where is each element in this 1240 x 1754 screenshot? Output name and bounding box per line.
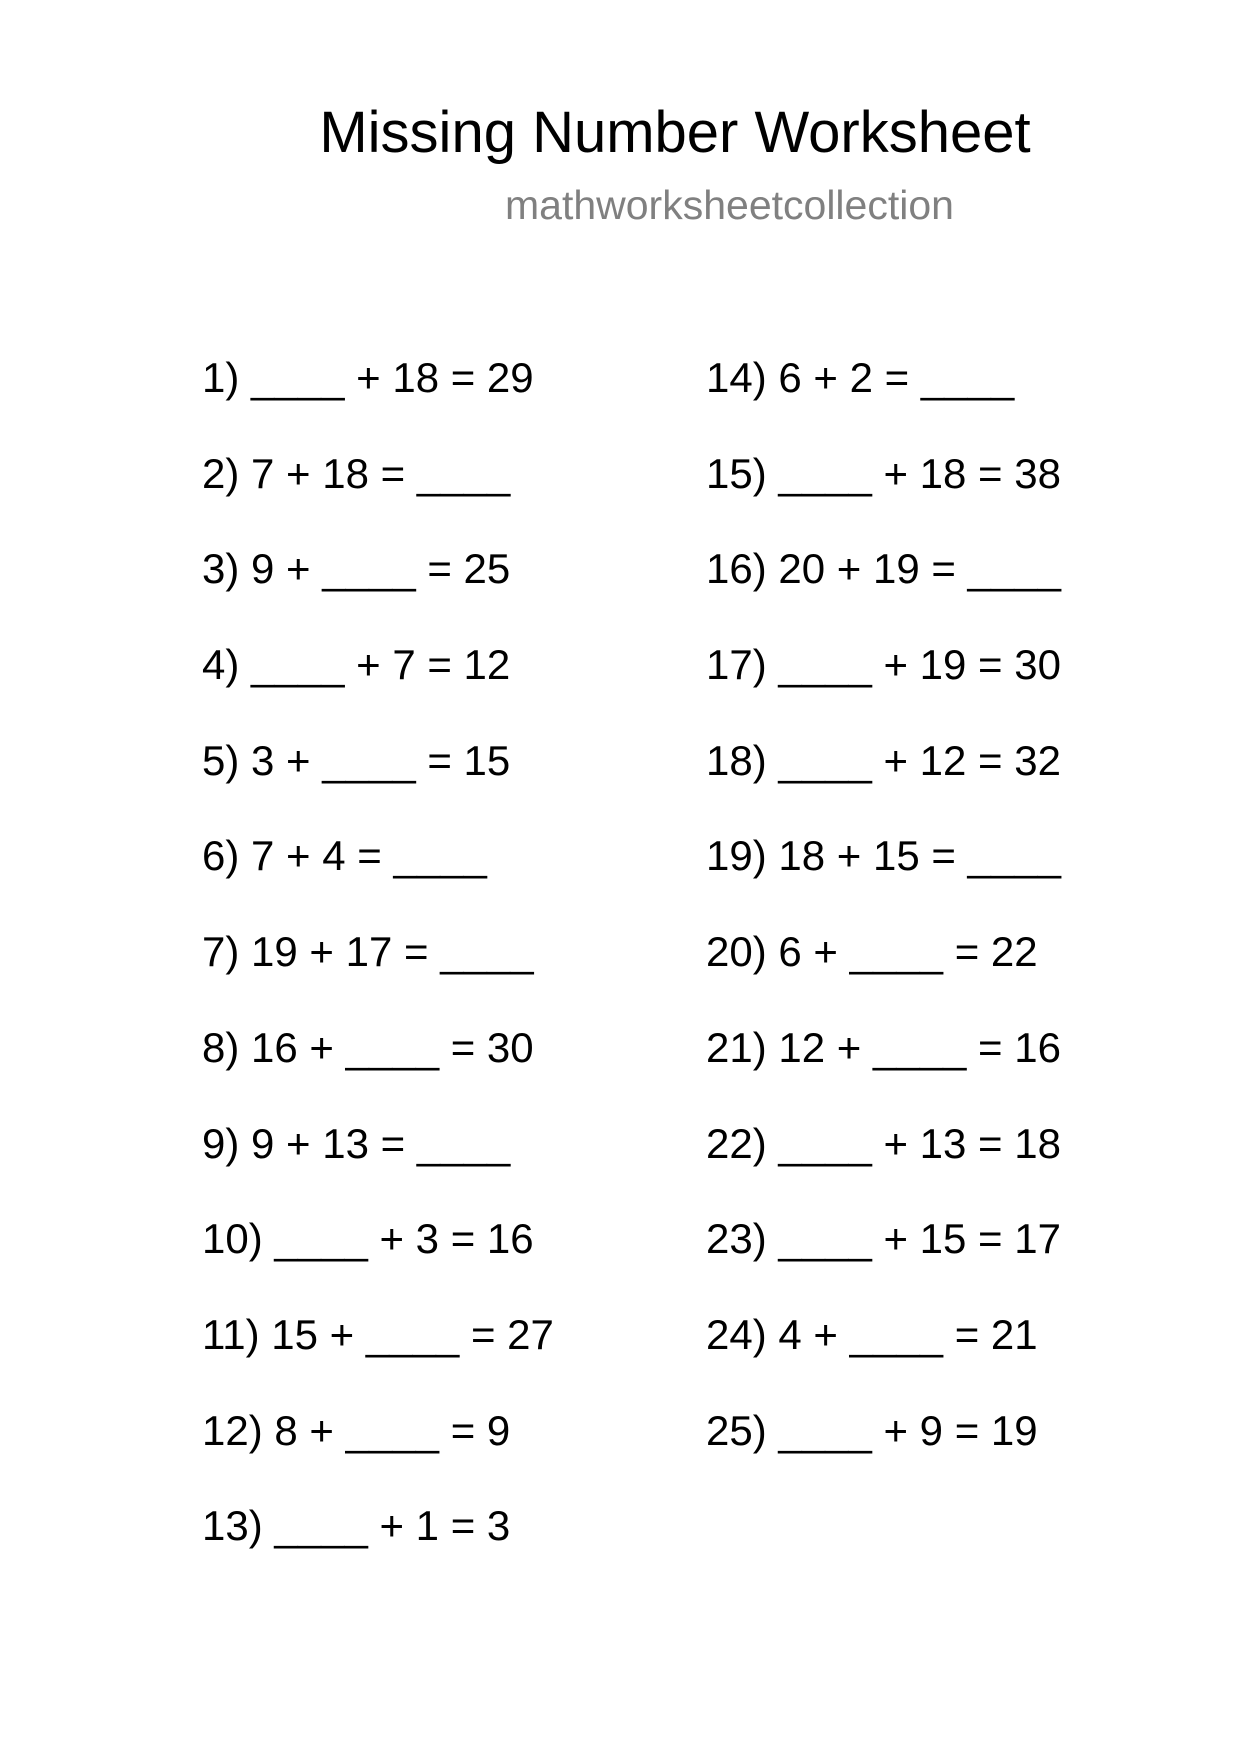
problem-equation[interactable]: ____ + 18 = 38 <box>778 449 1061 497</box>
problem-25 <box>706 1405 1061 1501</box>
problem-equation[interactable]: ____ + 7 = 12 <box>251 641 511 689</box>
problem-number: 6) <box>202 832 240 880</box>
problem-15 <box>706 448 1061 544</box>
problem-5 <box>202 735 554 831</box>
problem-equation[interactable]: ____ + 12 = 32 <box>778 736 1061 784</box>
problem-number: 11) <box>202 1310 260 1358</box>
problem-equation[interactable]: 7 + 18 = ____ <box>251 449 511 497</box>
problem-22 <box>706 1118 1061 1214</box>
problem-number: 2) <box>202 449 240 497</box>
problem-number: 20) <box>706 928 767 976</box>
problem-equation[interactable]: 12 + ____ = 16 <box>778 1023 1061 1071</box>
worksheet-title: Missing Number Worksheet <box>319 100 1031 165</box>
problem-13 <box>202 1500 554 1596</box>
problem-12 <box>202 1405 554 1501</box>
problem-number: 19) <box>706 832 767 880</box>
problem-2 <box>202 448 554 544</box>
problem-number: 8) <box>202 1023 240 1071</box>
problem-number: 24) <box>706 1310 767 1358</box>
problem-8 <box>202 1022 554 1118</box>
problem-equation[interactable]: 6 + 2 = ____ <box>778 354 1015 401</box>
problem-equation[interactable]: 20 + 19 = ____ <box>778 545 1061 593</box>
problem-number: 21) <box>706 1023 767 1071</box>
problem-18 <box>706 735 1061 831</box>
problem-16 <box>706 543 1061 639</box>
problem-equation[interactable]: 16 + ____ = 30 <box>251 1023 534 1071</box>
problem-equation[interactable]: 9 + 13 = ____ <box>251 1119 511 1167</box>
problem-number: 22) <box>706 1119 767 1167</box>
problem-number: 18) <box>706 736 767 784</box>
problem-1 <box>202 352 554 448</box>
problem-equation[interactable]: ____ + 3 = 16 <box>274 1215 534 1263</box>
problem-column-left <box>202 352 554 1596</box>
problem-number: 1) <box>202 354 240 401</box>
problem-number: 15) <box>706 449 767 497</box>
problem-17 <box>706 639 1061 735</box>
problem-equation[interactable]: 7 + 4 = ____ <box>251 832 487 880</box>
problem-number: 10) <box>202 1215 263 1263</box>
problem-equation[interactable]: ____ + 1 = 3 <box>274 1502 511 1550</box>
problem-number: 25) <box>706 1406 767 1454</box>
problem-number: 5) <box>202 736 240 784</box>
problem-number: 17) <box>706 641 767 689</box>
problem-equation[interactable]: ____ + 9 = 19 <box>778 1406 1038 1454</box>
problem-equation[interactable]: ____ + 19 = 30 <box>778 641 1061 689</box>
problem-equation[interactable]: 3 + ____ = 15 <box>251 736 511 784</box>
problem-equation[interactable]: ____ + 15 = 17 <box>778 1215 1061 1263</box>
problem-6 <box>202 830 554 926</box>
problem-20 <box>706 926 1061 1022</box>
worksheet-subtitle: mathworksheetcollection <box>505 182 954 228</box>
problem-14 <box>706 352 1061 448</box>
problem-number: 16) <box>706 545 767 593</box>
problem-11 <box>202 1309 554 1405</box>
problem-equation[interactable]: 9 + ____ = 25 <box>251 545 511 593</box>
problem-number: 23) <box>706 1215 767 1263</box>
problem-equation[interactable]: 18 + 15 = ____ <box>778 832 1061 880</box>
problem-equation[interactable]: 8 + ____ = 9 <box>274 1406 511 1454</box>
problem-number: 9) <box>202 1119 240 1167</box>
problem-9 <box>202 1118 554 1214</box>
problem-equation[interactable]: 19 + 17 = ____ <box>251 928 534 976</box>
problem-equation[interactable]: 6 + ____ = 22 <box>778 928 1038 976</box>
problem-number: 14) <box>706 354 767 401</box>
problem-equation[interactable]: ____ + 18 = 29 <box>251 354 534 401</box>
problem-column-right <box>706 352 1061 1500</box>
problem-equation[interactable]: 4 + ____ = 21 <box>778 1310 1038 1358</box>
problem-number: 4) <box>202 641 240 689</box>
problem-equation[interactable]: ____ + 13 = 18 <box>778 1119 1061 1167</box>
problem-21 <box>706 1022 1061 1118</box>
problem-equation[interactable]: 15 + ____ = 27 <box>271 1310 554 1358</box>
problem-23 <box>706 1213 1061 1309</box>
problem-3 <box>202 543 554 639</box>
problem-number: 7) <box>202 928 240 976</box>
problem-7 <box>202 926 554 1022</box>
problem-19 <box>706 830 1061 926</box>
problem-24 <box>706 1309 1061 1405</box>
problem-4 <box>202 639 554 735</box>
problem-number: 12) <box>202 1406 263 1454</box>
problem-number: 3) <box>202 545 240 593</box>
problem-10 <box>202 1213 554 1309</box>
problem-number: 13) <box>202 1502 263 1550</box>
